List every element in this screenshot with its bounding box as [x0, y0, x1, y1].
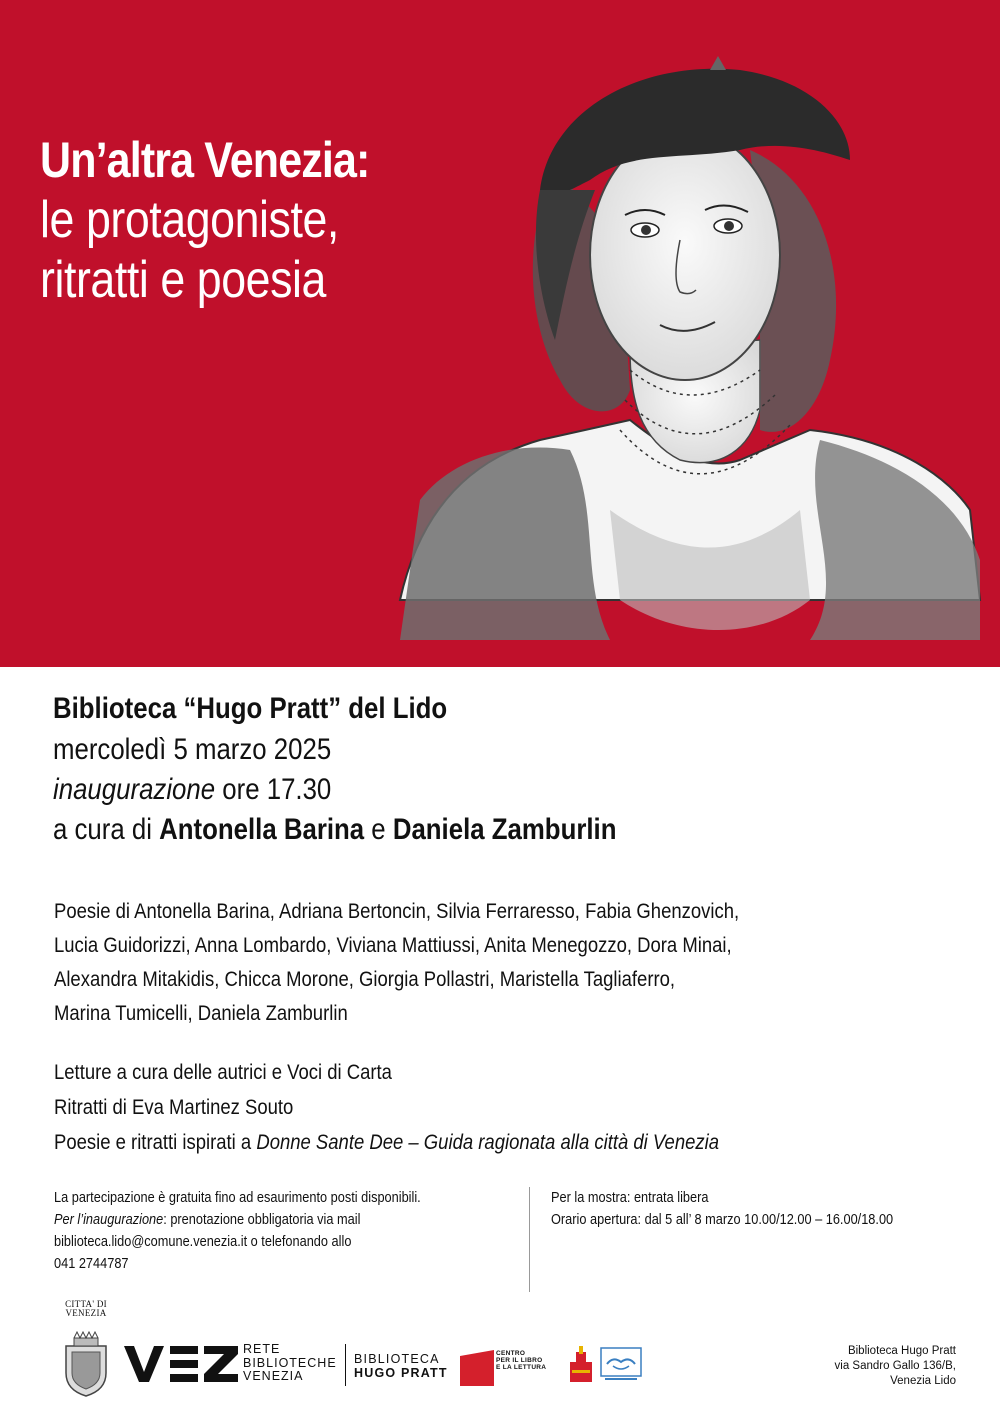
title-subtitle-line1: le protagoniste, [40, 191, 339, 249]
poets-line: Alexandra Mitakidis, Chicca Morone, Giorgia Pollastri, Maristella Tagliaferro, [54, 968, 676, 991]
biblioteca-hugo-pratt-logo [354, 1352, 448, 1380]
rete-line1: RETE [243, 1342, 281, 1356]
entry-text: Per la mostra: entrata libera [551, 1190, 709, 1206]
event-details [53, 688, 708, 850]
info-divider [529, 1187, 530, 1292]
cepell-line2: PER IL LIBRO [496, 1357, 543, 1364]
curator-1: Antonella Barina [159, 813, 365, 846]
citta-che-legge-icon [568, 1344, 594, 1384]
portraits-credit: Ritratti di Eva Martinez Souto [54, 1096, 294, 1119]
crest-text-line1: CITTA' DI [65, 1299, 107, 1309]
inauguration-label: inaugurazione [53, 773, 216, 806]
address-line1: Biblioteca Hugo Pratt [847, 1345, 956, 1357]
rete-line2: BIBLIOTECHE [243, 1355, 337, 1370]
poster-title [40, 130, 423, 310]
cepell-label [496, 1350, 546, 1371]
poets-line: Lucia Guidorizzi, Anna Lombardo, Viviana Mattiussi, Anita Menegozzo, Dora Minai, [54, 934, 732, 957]
handshake-logo-icon [599, 1346, 643, 1382]
hero-banner [0, 0, 1000, 667]
title-main: Un’altra Venezia: [40, 132, 370, 188]
curated-and: e [364, 813, 393, 846]
inspiration-prefix: Poesie e ritratti ispirati a [54, 1131, 257, 1154]
bib-line2: HUGO PRATT [354, 1366, 448, 1380]
venue-name: Biblioteca “Hugo Pratt” del Lido [53, 692, 448, 725]
address-line2: via Sandro Gallo 136/B, [834, 1360, 956, 1372]
booking-text [54, 1209, 468, 1231]
booking-phone[interactable]: 041 2744787 [54, 1256, 129, 1272]
cepell-line1: CENTRO [496, 1350, 526, 1357]
portrait-illustration [380, 40, 1000, 667]
curated-prefix: a cura di [53, 813, 160, 846]
logo-separator [345, 1344, 346, 1386]
inspiration-line [54, 1125, 719, 1160]
logo-strip [56, 1300, 956, 1410]
booking-label: Per l’inaugurazione [54, 1212, 164, 1228]
title-subtitle-line2: ritratti e poesia [40, 251, 326, 309]
cepell-line3: E LA LETTURA [496, 1364, 547, 1371]
readings-info [54, 1055, 810, 1160]
crest-icon [56, 1318, 116, 1398]
library-address [835, 1344, 956, 1389]
citta-di-venezia-logo [56, 1300, 116, 1400]
booking-rest: : prenotazione obbligatoria via mail [163, 1212, 361, 1228]
booking-email[interactable]: biblioteca.lido@comune.venezia.it o telefonando allo [54, 1234, 352, 1250]
poets-list [54, 895, 954, 1031]
bib-line1: BIBLIOTECA [354, 1352, 440, 1366]
participation-text: La partecipazione è gratuita fino ad esaurimento posti disponibili. [54, 1190, 421, 1206]
inauguration-time: ore 17.30 [215, 773, 332, 806]
event-inauguration [53, 770, 616, 810]
rete-line3: VENEZIA [243, 1369, 304, 1383]
exhibition-info [551, 1187, 991, 1231]
poets-line: Marina Tumicelli, Daniela Zamburlin [54, 1002, 348, 1025]
event-curators [53, 810, 616, 850]
book-title: Donne Sante Dee – Guida ragionata alla città di Venezia [256, 1131, 720, 1154]
vez-logo [122, 1342, 242, 1386]
crest-text-line2: VENEZIA [65, 1308, 107, 1318]
address-line3: Venezia Lido [890, 1375, 956, 1387]
curator-2: Daniela Zamburlin [392, 813, 617, 846]
rete-biblioteche-label [243, 1343, 337, 1384]
poets-line: Poesie di Antonella Barina, Adriana Bertoncin, Silvia Ferraresso, Fabia Ghenzovich, [54, 900, 740, 923]
readings-line: Letture a cura delle autrici e Voci di Carta [54, 1061, 392, 1084]
event-date: mercoledì 5 marzo 2025 [53, 733, 332, 766]
booking-info [54, 1187, 524, 1275]
opening-hours: Orario apertura: dal 5 all’ 8 marzo 10.00/12.00 – 16.00/18.00 [551, 1212, 894, 1228]
